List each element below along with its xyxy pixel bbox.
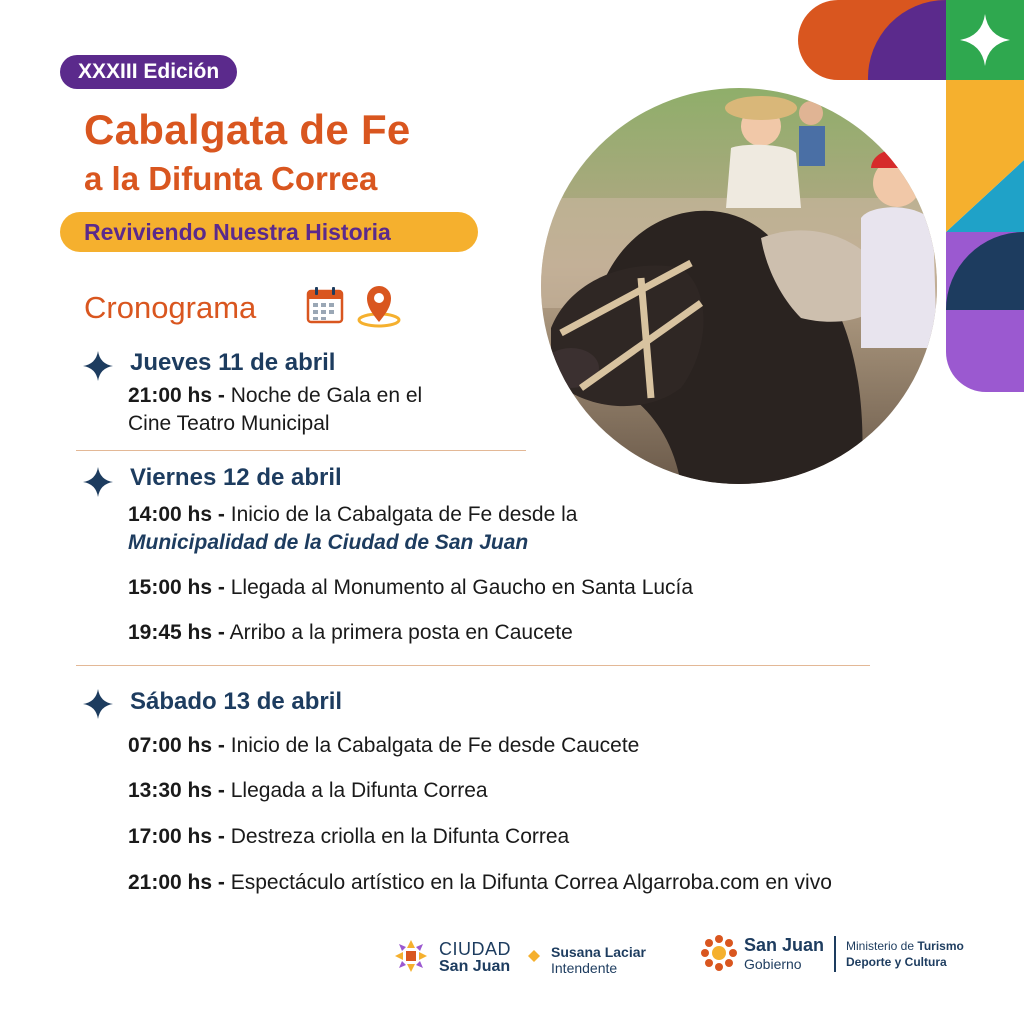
event-text: Espectáculo artístico en la Difunta Correa Algarroba.com en vivo [230,871,832,894]
schedule-item-cont [128,531,528,555]
event-text: Destreza criolla en la Difunta Correa [230,825,570,848]
horse-riders-photo-image [541,88,937,484]
schedule-item [128,503,577,527]
event-time: 13:30 hs - [128,779,225,802]
edition-badge: XXXIII Edición [60,55,237,89]
event-time: 15:00 hs - [128,576,225,599]
event-time: 21:00 hs - [128,384,225,407]
schedule-item [128,576,693,600]
event-time: 07:00 hs - [128,734,225,757]
schedule-item [128,871,832,895]
event-text: Noche de Gala en el [230,384,423,407]
ministerio-line1 [846,938,964,954]
gobierno-line1: San Juan [744,935,825,955]
ciudad-line2: San Juan [439,958,511,975]
divider [76,450,526,451]
event-text: Arribo a la primera posta en Caucete [229,621,573,644]
diamond-separator-icon [528,950,540,962]
ciudad-logo-icon [393,938,429,974]
vertical-divider [834,936,836,972]
ministerio-block [846,938,964,970]
ministerio-line2: Deporte y Cultura [846,955,947,969]
schedule-item-cont: Cine Teatro Municipal [128,412,330,435]
ciudad-logo-text [439,940,511,976]
event-text: Llegada a la Difunta Correa [230,779,488,802]
sun-logo-icon [700,934,738,972]
event-text: Llegada al Monumento al Gaucho en Santa Lucía [230,576,694,599]
day-heading-sabado: Sábado 13 de abril [130,688,343,715]
event-time: 19:45 hs - [128,621,225,644]
event-photo [541,88,937,484]
intendente-name: Susana Laciar [551,944,646,960]
day-heading-jueves: Jueves 11 de abril [130,349,336,376]
day-heading-viernes: Viernes 12 de abril [130,464,342,491]
gobierno-block [744,936,824,974]
event-text: Inicio de la Cabalgata de Fe desde Caucete [230,734,640,757]
event-subtitle: Reviviendo Nuestra Historia [60,212,478,252]
star-bullet-icon [82,466,114,498]
schedule-item [128,779,488,803]
schedule-item [128,734,639,758]
ministerio-turismo: Turismo [917,939,964,953]
ministerio-prefix: Ministerio de [846,939,918,953]
event-time: 21:00 hs - [128,871,225,894]
star-bullet-icon [82,688,114,720]
star-bullet-icon [82,350,114,382]
event-title-line2: a la Difunta Correa [84,160,378,197]
section-title: Cronograma [84,290,257,325]
ciudad-line1: CIUDAD [439,939,512,959]
gobierno-line2: Gobierno [744,956,802,972]
event-time: 14:00 hs - [128,503,225,526]
schedule-item [128,621,573,645]
event-time: 17:00 hs - [128,825,225,848]
intendente-role: Intendente [551,960,618,976]
location-pin-icon [356,284,402,328]
event-title: Cabalgata de Fe [84,106,411,153]
event-location-highlight: Municipalidad de la Ciudad de San Juan [128,531,529,554]
intendente-block [551,944,646,976]
schedule-item [128,825,569,849]
event-text: Inicio de la Cabalgata de Fe desde la [230,503,578,526]
divider [76,665,870,666]
calendar-icon [306,286,344,324]
schedule-item [128,384,422,408]
